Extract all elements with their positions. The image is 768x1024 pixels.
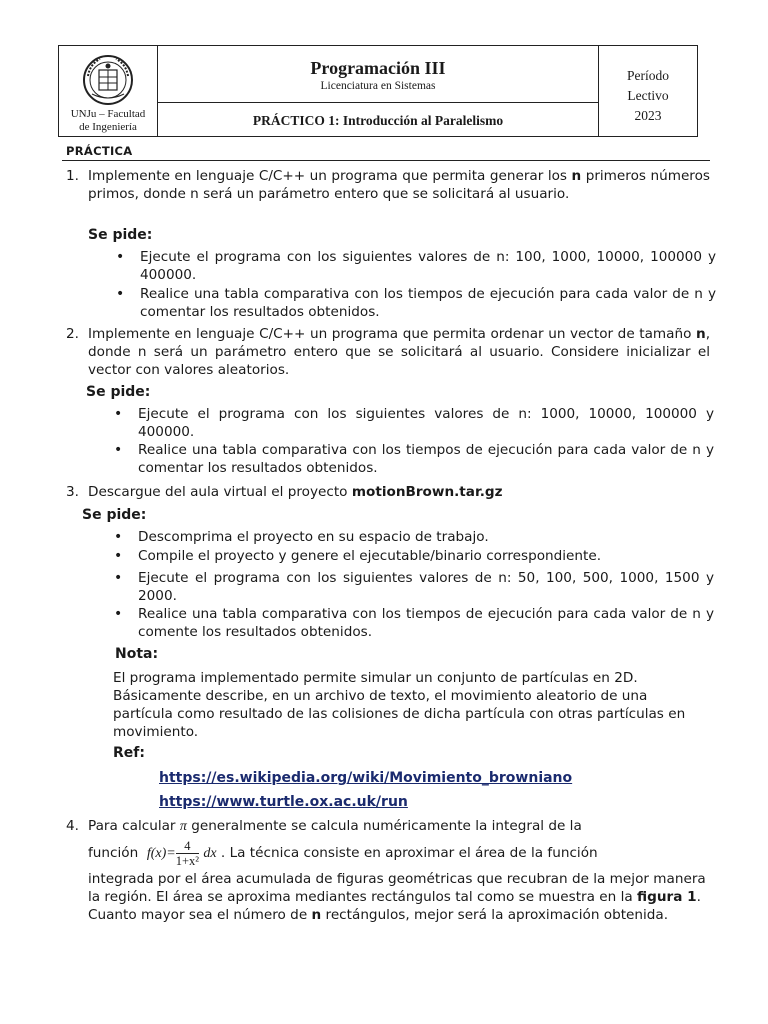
header-table bbox=[58, 45, 698, 137]
exercise-4-funcion-label: función bbox=[88, 845, 139, 861]
exercise-1-n: n bbox=[571, 168, 582, 184]
exercise-1-bullet-1-text: Ejecute el programa con los siguientes valores de n: 100, 1000, 10000, 100000 y 400000. bbox=[140, 249, 716, 283]
exercise-3-number: 3. bbox=[66, 484, 79, 500]
exercise-4-rest bbox=[88, 870, 708, 924]
exercise-3-bullet-4 bbox=[114, 605, 714, 641]
se-pide-3: Se pide: bbox=[82, 507, 147, 523]
formula-lhs: f(x)= bbox=[146, 846, 176, 861]
exercise-3-bullet-3-text: Ejecute el programa con los siguientes valores de n: 50, 100, 500, 1000, 1500 y 2000. bbox=[138, 570, 714, 604]
exercise-2-bullet-1-text: Ejecute el programa con los siguientes valores de n: 1000, 10000, 100000 y 400000. bbox=[138, 406, 714, 440]
periodo-cell bbox=[598, 46, 697, 136]
periodo-text bbox=[599, 66, 697, 126]
institution-line1: UNJu – Facultad bbox=[70, 108, 146, 120]
exercise-2-text-b: , donde n será un parámetro entero que se solicitará al usuario. Considere inicializar el vector con valores aleatorios. bbox=[88, 326, 711, 378]
formula-numerator: 4 bbox=[176, 839, 199, 854]
ref-link-1-row bbox=[159, 769, 679, 787]
figure-reference: figura 1 bbox=[637, 889, 697, 905]
bullet-icon: • bbox=[116, 249, 125, 265]
exercise-1-bullet-1 bbox=[116, 248, 716, 284]
exercise-2-text-a: Implemente en lenguaje C/C++ un programa que permita ordenar un vector de tamaño bbox=[88, 326, 692, 342]
exercise-4-text-a: Para calcular bbox=[88, 818, 176, 834]
bullet-icon: • bbox=[114, 548, 123, 564]
exercise-4 bbox=[66, 817, 710, 836]
bullet-icon: • bbox=[114, 529, 123, 545]
ref-link-turtle[interactable]: https://www.turtle.ox.ac.uk/run bbox=[159, 794, 408, 810]
bullet-icon: • bbox=[114, 406, 123, 422]
institution-name bbox=[59, 108, 157, 134]
se-pide-1: Se pide: bbox=[88, 227, 153, 243]
exercise-4-text-c: . La técnica consiste en aproximar el área de la función bbox=[220, 845, 598, 861]
exercise-2-bullet-2 bbox=[114, 441, 714, 477]
title-cell bbox=[158, 46, 598, 103]
exercise-2-number: 2. bbox=[66, 326, 79, 342]
logo-cell bbox=[59, 46, 158, 136]
exercise-4-paragraph bbox=[88, 870, 708, 924]
exercise-1-bullet-2-text: Realice una tabla comparativa con los tiempos de ejecución para cada valor de n y comentar los resultados obtenidos. bbox=[140, 286, 716, 320]
exercise-2-bullet-1 bbox=[114, 405, 714, 441]
exercise-2-bullet-2-text: Realice una tabla comparativa con los tiempos de ejecución para cada valor de n y comentar los resultados obtenidos. bbox=[138, 442, 714, 476]
exercise-2-n: n bbox=[696, 326, 706, 342]
exercise-3-bullet-3 bbox=[114, 569, 714, 605]
university-seal-icon bbox=[82, 54, 134, 106]
nota-label: Nota: bbox=[115, 646, 159, 662]
course-title: Programación III bbox=[310, 58, 446, 78]
exercise-3-text bbox=[88, 483, 710, 501]
section-title: PRÁCTICA bbox=[66, 144, 133, 158]
exercise-1-number: 1. bbox=[66, 168, 79, 184]
pi-symbol: π bbox=[179, 819, 187, 834]
se-pide-2: Se pide: bbox=[86, 384, 151, 400]
exercise-4-text-f: rectángulos, mejor será la aproximación obtenida. bbox=[325, 907, 669, 923]
practico-title: PRÁCTICO 1: Introducción al Paralelismo bbox=[252, 113, 504, 128]
exercise-1-text bbox=[88, 167, 710, 203]
formula-denominator: 1+x² bbox=[175, 853, 200, 868]
formula-dx: dx bbox=[203, 846, 217, 861]
ref-link-2-row bbox=[159, 793, 679, 811]
exercise-3-bullet-1 bbox=[114, 528, 714, 546]
exercise-4-n: n bbox=[311, 907, 322, 923]
practico-cell bbox=[158, 103, 598, 136]
section-divider bbox=[62, 160, 710, 161]
periodo-year: 2023 bbox=[634, 108, 662, 123]
bullet-icon: • bbox=[114, 442, 123, 458]
exercise-3-bullet-2-text: Compile el proyecto y genere el ejecutable/binario correspondiente. bbox=[138, 548, 602, 564]
exercise-4-text-e: . Cuanto mayor sea el número de bbox=[88, 889, 701, 923]
exercise-3-bullet-1-text: Descomprima el proyecto en su espacio de trabajo. bbox=[138, 529, 489, 545]
exercise-3-text-a: Descargue del aula virtual el proyecto bbox=[88, 484, 348, 500]
exercise-3-bullet-2 bbox=[114, 547, 714, 565]
exercise-4-text-b: generalmente se calcula numéricamente la integral de la bbox=[191, 818, 582, 834]
periodo-line2: Lectivo bbox=[627, 88, 669, 103]
bullet-icon: • bbox=[114, 570, 123, 586]
periodo-line1: Período bbox=[627, 68, 669, 83]
exercise-2 bbox=[66, 325, 710, 379]
exercise-1-bullet-2 bbox=[116, 285, 716, 321]
exercise-4-text-d: integrada por el área acumulada de figuras geométricas que recubran de la mejor manera la región. El área se aproxima mediantes rectángulos tal como se muestra en la bbox=[88, 871, 706, 905]
exercise-4-line-2 bbox=[88, 836, 708, 871]
ref-link-wikipedia[interactable]: https://es.wikipedia.org/wiki/Movimiento_browniano bbox=[159, 770, 573, 786]
nota-text: El programa implementado permite simular un conjunto de partículas en 2D. Básicamente describe, en un archivo de texto, el movimiento aleatorio de una partícula como resultado de las colisiones de dicha partícula con otras partículas en movimiento. bbox=[113, 670, 686, 740]
exercise-1-text-b: primeros números primos, donde n será un parámetro entero que se solicitará al usuario. bbox=[88, 168, 710, 202]
formula-fraction bbox=[176, 839, 199, 868]
ref-label: Ref: bbox=[113, 745, 145, 761]
bullet-icon: • bbox=[114, 606, 123, 622]
exercise-3 bbox=[66, 483, 710, 501]
exercise-1-text-a: Implemente en lenguaje C/C++ un programa que permita generar los bbox=[88, 168, 567, 184]
course-subtitle: Licenciatura en Sistemas bbox=[320, 80, 436, 92]
exercise-3-bullet-4-text: Realice una tabla comparativa con los tiempos de ejecución para cada valor de n y comente los resultados obtenidos. bbox=[138, 606, 714, 640]
exercise-4-line-1 bbox=[88, 817, 710, 836]
institution-line2: de Ingeniería bbox=[79, 121, 137, 133]
exercise-3-file: motionBrown.tar.gz bbox=[351, 484, 503, 500]
bullet-icon: • bbox=[116, 286, 125, 302]
exercise-4-number: 4. bbox=[66, 818, 79, 834]
exercise-2-text bbox=[88, 325, 710, 379]
exercise-1 bbox=[66, 167, 710, 203]
